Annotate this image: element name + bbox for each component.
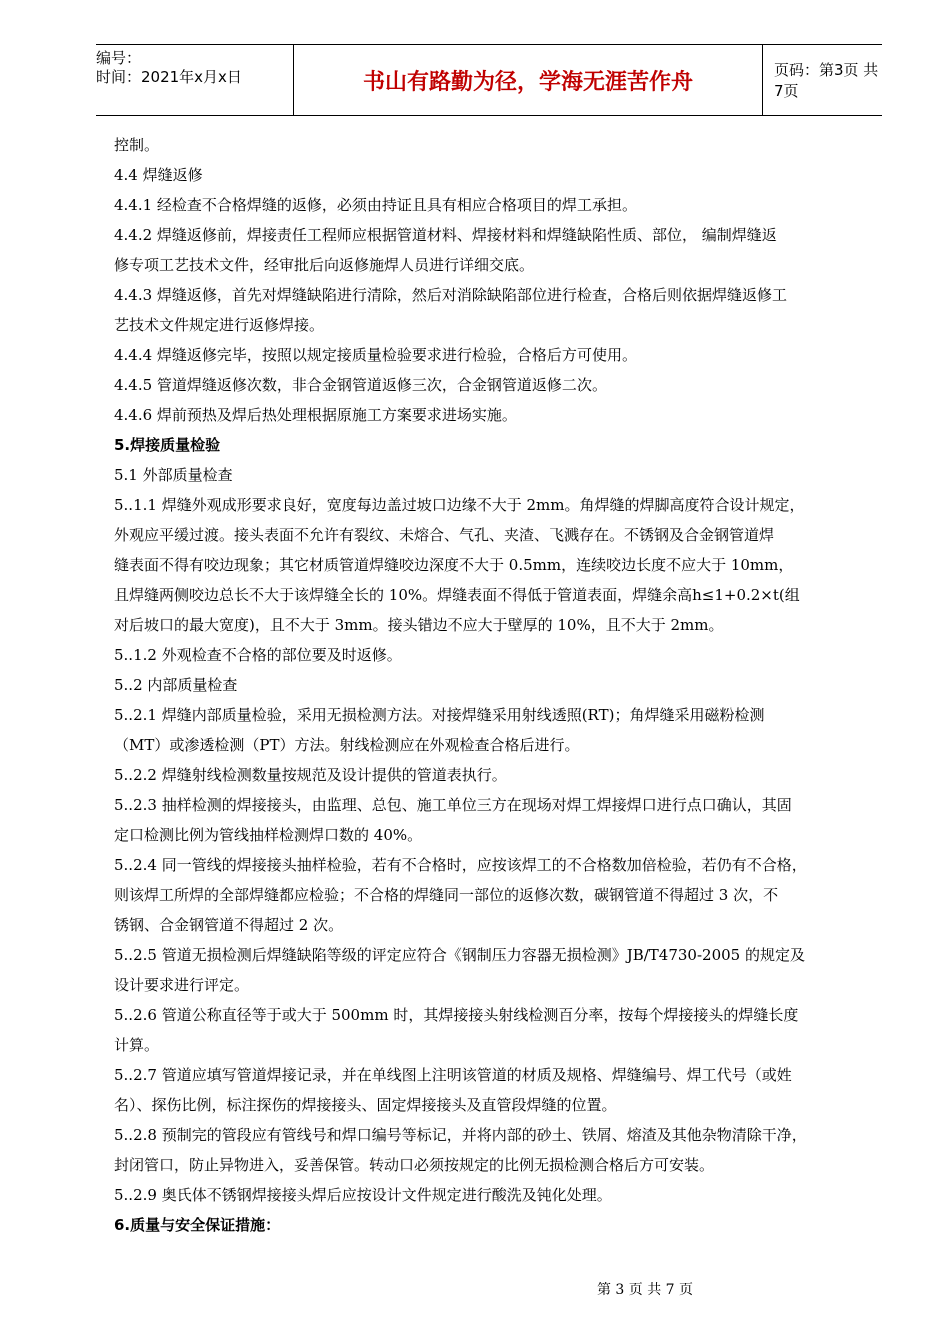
section-heading: 5.焊接质量检验 bbox=[114, 436, 221, 454]
body-line: 5..2.5 管道无损检测后焊缝缺陷等级的评定应符合《钢制压力容器无损检测》JB/T4730-2005 的规定及 bbox=[114, 946, 805, 964]
body-line: 外观应平缓过渡。接头表面不允许有裂纹、未熔合、气孔、夹渣、飞溅存在。不锈钢及合金钢管道焊 bbox=[114, 526, 775, 544]
body-line: 设计要求进行评定。 bbox=[114, 976, 250, 994]
body-line: 4.4.6 焊前预热及焊后热处理根据原施工方案要求进场实施。 bbox=[114, 406, 517, 424]
header-motto: 书山有路勤为径，学海无涯苦作舟 bbox=[293, 45, 763, 115]
page-header bbox=[96, 44, 882, 116]
body-line: 计算。 bbox=[114, 1036, 160, 1054]
body-line: 控制。 bbox=[114, 136, 160, 154]
body-line: （MT）或渗透检测（PT）方法。射线检测应在外观检查合格后进行。 bbox=[114, 736, 580, 754]
footer-page-number: 第 3 页 共 7 页 bbox=[596, 1282, 694, 1298]
header-page-info: 页码：第3页 共7页 bbox=[774, 61, 879, 100]
body-line: 4.4.3 焊缝返修，首先对焊缝缺陷进行清除，然后对消除缺陷部位进行检查，合格后则依据焊缝返修工 bbox=[114, 286, 787, 304]
document-body bbox=[114, 130, 874, 1240]
body-line: 修专项工艺技术文件，经审批后向返修施焊人员进行详细交底。 bbox=[114, 256, 535, 274]
body-line: 锈钢、合金钢管道不得超过 2 次。 bbox=[114, 916, 344, 934]
doc-time-label: 时间：2021年x月x日 bbox=[96, 68, 242, 86]
body-line: 5..1.2 外观检查不合格的部位要及时返修。 bbox=[114, 646, 402, 664]
doc-code-label: 编号： bbox=[96, 49, 142, 67]
body-line: 5..2.1 焊缝内部质量检验，采用无损检测方法。对接焊缝采用射线透照(RT)；角焊缝采用磁粉检测 bbox=[114, 706, 765, 724]
body-line: 5..2.8 预制完的管段应有管线号和焊口编号等标记，并将内部的砂土、铁屑、熔渣及其他杂物清除干净， bbox=[114, 1126, 807, 1144]
header-left bbox=[96, 49, 292, 87]
body-line: 5..2.9 奥氏体不锈钢焊接接头焊后应按设计文件规定进行酸洗及钝化处理。 bbox=[114, 1186, 612, 1204]
body-line: 艺技术文件规定进行返修焊接。 bbox=[114, 316, 325, 334]
body-line: 5..2.4 同一管线的焊接接头抽样检验，若有不合格时，应按该焊工的不合格数加倍检验，若仍有不合格， bbox=[114, 856, 807, 874]
body-line: 封闭管口，防止异物进入，妥善保管。转动口必须按规定的比例无损检测合格后方可安装。 bbox=[114, 1156, 715, 1174]
body-line: 4.4.4 焊缝返修完毕，按照以规定接质量检验要求进行检验，合格后方可使用。 bbox=[114, 346, 637, 364]
body-line: 4.4.5 管道焊缝返修次数，非合金钢管道返修三次，合金钢管道返修二次。 bbox=[114, 376, 607, 394]
body-line: 5..1.1 焊缝外观成形要求良好，宽度每边盖过坡口边缘不大于 2mm。角焊缝的焊脚高度符合设计规定， bbox=[114, 496, 805, 514]
body-line: 4.4.1 经检查不合格焊缝的返修，必须由持证且具有相应合格项目的焊工承担。 bbox=[114, 196, 637, 214]
body-line: 5..2.3 抽样检测的焊接接头，由监理、总包、施工单位三方在现场对焊工焊接焊口进行点口确认，其固 bbox=[114, 796, 792, 814]
body-line: 缝表面不得有咬边现象；其它材质管道焊缝咬边深度不大于 0.5mm，连续咬边长度不应大于 10mm， bbox=[114, 556, 794, 574]
body-line: 4.4.2 焊缝返修前，焊接责任工程师应根据管道材料、焊接材料和焊缝缺陷性质、部位， 编制焊缝返 bbox=[114, 226, 777, 244]
subsection-heading: 5..2 内部质量检查 bbox=[114, 676, 238, 694]
body-line: 则该焊工所焊的全部焊缝都应检验；不合格的焊缝同一部位的返修次数，碳钢管道不得超过 3 次，不 bbox=[114, 886, 779, 904]
body-line: 5..2.2 焊缝射线检测数量按规范及设计提供的管道表执行。 bbox=[114, 766, 507, 784]
body-line: 定口检测比例为管线抽样检测焊口数的 40%。 bbox=[114, 826, 423, 844]
body-line: 且焊缝两侧咬边总长不大于该焊缝全长的 10%。焊缝表面不得低于管道表面，焊缝余高h≤1+0.2×t(组 bbox=[114, 586, 800, 604]
section-heading: 4.4 焊缝返修 bbox=[114, 166, 203, 184]
section-heading: 6.质量与安全保证措施： bbox=[114, 1216, 281, 1234]
body-line: 5..2.7 管道应填写管道焊接记录，并在单线图上注明该管道的材质及规格、焊缝编号、焊工代号（或姓 bbox=[114, 1066, 792, 1084]
body-line: 名）、探伤比例，标注探伤的焊接接头、固定焊接接头及直管段焊缝的位置。 bbox=[114, 1096, 617, 1114]
page-footer bbox=[0, 1279, 950, 1299]
body-line: 5..2.6 管道公称直径等于或大于 500mm 时，其焊接接头射线检测百分率，按每个焊接接头的焊缝长度 bbox=[114, 1006, 799, 1024]
body-line: 对后坡口的最大宽度)，且不大于 3mm。接头错边不应大于壁厚的 10%，且不大于 2mm。 bbox=[114, 616, 724, 634]
subsection-heading: 5.1 外部质量检查 bbox=[114, 466, 233, 484]
